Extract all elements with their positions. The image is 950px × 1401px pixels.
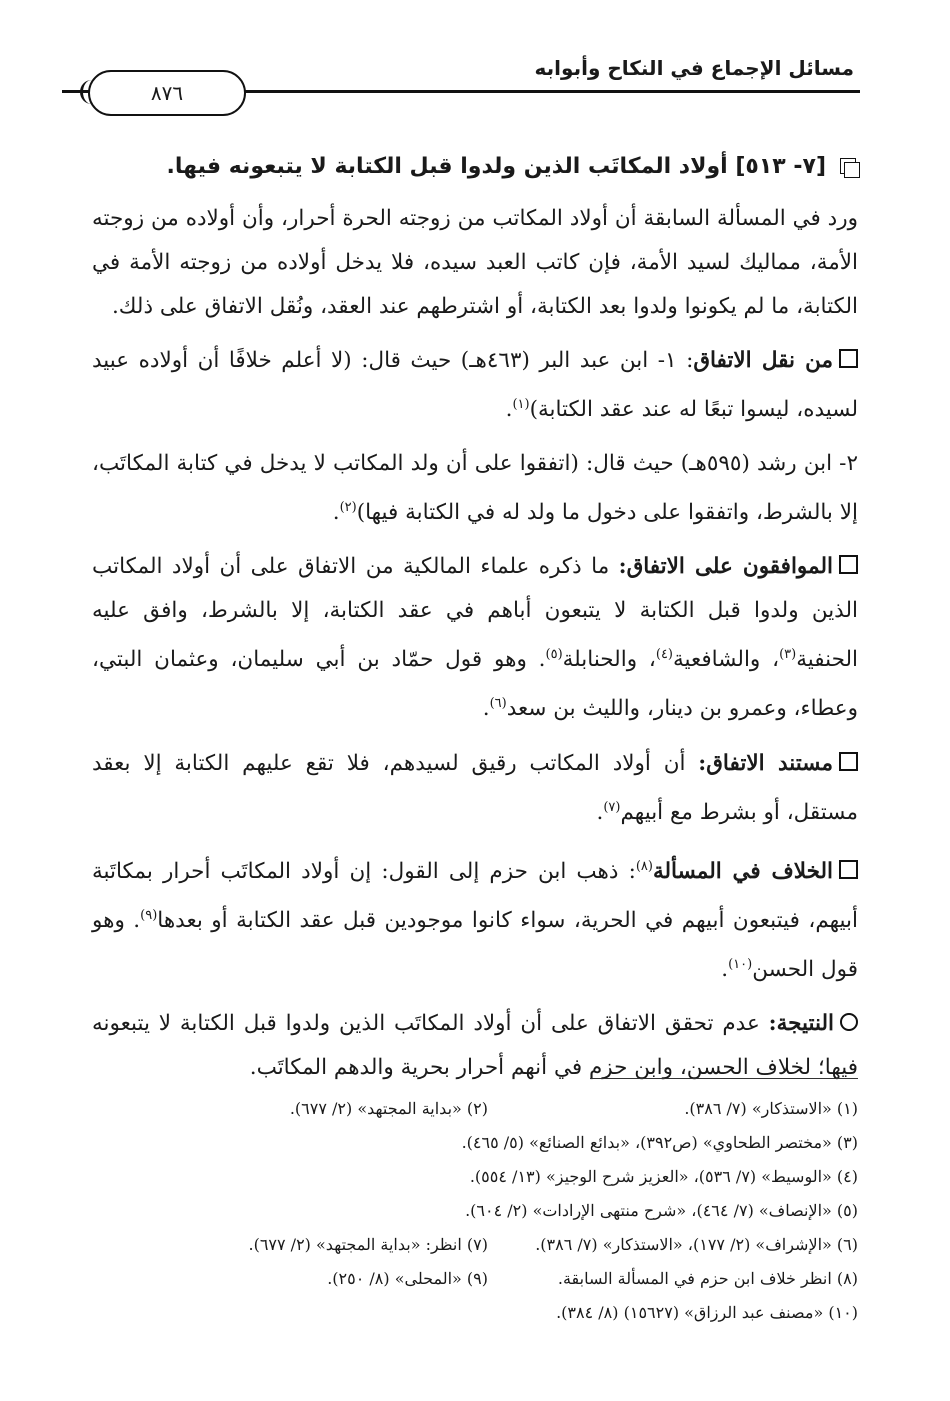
footnote-ref[interactable]: (٩) — [140, 907, 158, 923]
nateeja-label: النتيجة: — [768, 1011, 834, 1037]
nateeja-text: عدم تحقق الاتفاق على أن أولاد المكاتَب الذين ولدوا قبل الكتابة لا يتبعونه فيها؛ لخلاف الحسن، وابن حزم في أنهم أحرار بحرية والدهم المكاتَب. — [92, 1011, 858, 1081]
footnote-ref[interactable]: (٥) — [545, 647, 563, 663]
intro-paragraph: ورد في المسألة السابقة أن أولاد المكاتب من زوجته الحرة أحرار، وأن أولاده من زوجته الأمة، مماليك لسيد الأمة، فإن كاتب العبد سيده، فلا يدخل أولاده من زوجته الأمة في الكتابة، ما لم يكونوا ولدوا بعد الكتابة، أو اشترطهم عند العقد، ونُقل الاتفاق على ذلك. — [92, 206, 858, 319]
footnote-2: (٢) «بداية المجتهد» (٢/ ٦٧٧). — [289, 1099, 488, 1118]
square-bullet-icon — [839, 860, 858, 879]
muwafiqun-text-d: . وهو قول حمّاد بن أبي سليمان، وعثمان البتي، وعطاء، وعمرو بن دينار، والليث بن سعد — [92, 647, 858, 722]
naql-text-2: ٢- ابن رشد (٥٩٥هـ) حيث قال: (اتفقوا على أن ولد المكاتب لا يدخل في كتابة المكاتَب، إلا بالشرط، واتفقوا على دخول ما ولد له في الكتابة فيها) — [92, 451, 858, 526]
naql-text-1: : ١- ابن عبد البر (٤٦٣هـ) حيث قال: (لا أعلم خلافًا أن أولاده عبيد لسيده، ليسوا تبعًا له عند عقد الكتابة) — [92, 348, 858, 423]
muwafiqun-label: الموافقون على الاتفاق: — [618, 554, 833, 580]
footnote-8: (٨) انظر خلاف ابن حزم في المسألة السابقة. — [557, 1269, 858, 1288]
khilaf-paragraph: الخلاف في المسألة$^{(٨)}$: ذهب ابن حزم إلى القول: إن أولاد المكاتَب أحرار بمكاتَبة أبيهم، فيتبعون أبيهم في الحرية، سواء كانوا موجودين قبل عقد الكتابة أو بعدها$^{(٩)}$. وهو قول الحسن$^{(١٠)}$. — [92, 858, 858, 983]
square-bullet-icon — [839, 555, 858, 574]
footnote-rule — [590, 1078, 858, 1079]
main-text — [92, 145, 858, 1100]
naql-paragraph-1: من نقل الاتفاق: ١- ابن عبد البر (٤٦٣هـ) حيث قال: (لا أعلم خلافًا أن أولاده عبيد لسيده، ليسوا تبعًا له عند عقد الكتابة)$^{(١)}$. — [92, 348, 858, 423]
footnote-10: (١٠) «مصنف عبد الرزاق» (١٥٦٢٧) (٨/ ٣٨٤). — [556, 1303, 858, 1322]
footnote-row — [92, 1160, 858, 1194]
square-bullet-icon — [839, 752, 858, 771]
footnote-5: (٥) «الإنصاف» (٧/ ٤٦٤)، «شرح منتهى الإرادات» (٢/ ٦٠٤). — [465, 1201, 858, 1220]
page-number: ٨٧٦ — [88, 70, 246, 116]
footnote-ref[interactable]: (٧) — [603, 799, 621, 815]
footnote-row — [92, 1126, 858, 1160]
square-bullet-icon — [839, 349, 858, 368]
footnote-4: (٤) «الوسيط» (٧/ ٥٣٦)، «العزيز شرح الوجيز» (١٣/ ٥٥٤). — [469, 1167, 858, 1186]
footnote-row — [92, 1194, 858, 1228]
muwafiqun-text-c: ، والحنابلة — [562, 647, 656, 673]
circle-bullet-icon — [840, 1013, 858, 1031]
khilaf-label: الخلاف في المسألة — [652, 858, 833, 884]
muwafiqun-text-b: ، والشافعية — [673, 647, 780, 673]
footnote-ref[interactable]: (٤) — [655, 647, 673, 663]
mustanad-text: أن أولاد المكاتب رقيق لسيدهم، فلا تقع عليهم الكتابة إلا بعقد مستقل، أو بشرط مع أبيهم — [92, 750, 858, 825]
footnote-1: (١) «الاستذكار» (٧/ ٣٨٦). — [684, 1099, 858, 1118]
footnote-7: (٧) انظر: «بداية المجتهد» (٢/ ٦٧٧). — [248, 1235, 488, 1254]
footnote-ref[interactable]: (١٠) — [728, 957, 753, 973]
footnote-row — [92, 1262, 858, 1296]
muwafiqun-text-a: ما ذكره علماء المالكية من الاتفاق على أن أولاد المكاتب الذين ولدوا قبل الكتابة لا يتبعون أباهم في عقد الكتابة، إلا بالشرط، وافق عليه الحنفية — [92, 554, 858, 673]
footnote-3: (٣) «مختصر الطحاوي» (ص٣٩٢)، «بدائع الصنائع» (٥/ ٤٦٥). — [461, 1133, 858, 1152]
mustanad-paragraph: مستند الاتفاق: أن أولاد المكاتب رقيق لسيدهم، فلا تقع عليهم الكتابة إلا بعقد مستقل، أو بشرط مع أبيهم$^{(٧)}$. — [92, 750, 858, 825]
footnote-ref[interactable]: (٨) — [635, 858, 653, 874]
footnotes — [92, 1092, 858, 1330]
muwafiqun-paragraph: الموافقون على الاتفاق: ما ذكره علماء المالكية من الاتفاق على أن أولاد المكاتب الذين ولدوا قبل الكتابة لا يتبعون أباهم في عقد الكتابة، إلا بالشرط، وافق عليه الحنفية$^{(٣)}$، والشافعية$^{(٤)}$، والحنابلة$^{(٥)}$. وهو قول حمّاد بن أبي سليمان، وعثمان البتي، وعطاء، وعمرو بن دينار، والليث بن سعد$^{(٦)}$. — [92, 554, 858, 722]
footnote-ref[interactable]: (٦) — [489, 696, 507, 712]
section-title-text: [٧- ٥١٣] أولاد المكاتَب الذين ولدوا قبل الكتابة لا يتبعونه فيها. — [166, 154, 826, 179]
khilaf-text-a: : ذهب ابن حزم إلى القول: إن أولاد المكاتَب أحرار بمكاتَبة أبيهم، فيتبعون أبيهم في الحرية، سواء كانوا موجودين قبل عقد الكتابة أو بعدها — [92, 858, 858, 934]
footnote-ref[interactable]: (١) — [512, 397, 530, 412]
mustanad-label: مستند الاتفاق: — [698, 750, 833, 776]
section-title — [92, 145, 858, 189]
running-title: مسائل الإجماع في النكاح وأبوابه — [534, 56, 854, 80]
footnote-row — [92, 1228, 858, 1262]
naql-label: من نقل الاتفاق — [693, 348, 834, 373]
naql-paragraph-2: ٢- ابن رشد (٥٩٥هـ) حيث قال: (اتفقوا على أن ولد المكاتب لا يدخل في كتابة المكاتَب، إلا بالشرط، واتفقوا على دخول ما ولد له في الكتابة فيها)$^{(٢)}$. — [92, 451, 858, 526]
footnote-ref[interactable]: (٢) — [339, 500, 357, 516]
khilaf-text-b: . وهو قول الحسن — [92, 908, 858, 983]
footnote-6: (٦) «الإشراف» (٢/ ١٧٧)، «الاستذكار» (٧/ ٣٨٦). — [535, 1235, 858, 1254]
footnote-ref[interactable]: (٣) — [779, 647, 797, 663]
footnote-row — [92, 1296, 858, 1330]
footnote-9: (٩) «المحلى» (٨/ ٢٥٠). — [327, 1269, 488, 1288]
footnote-row — [92, 1092, 858, 1126]
document-stack-icon — [840, 158, 858, 176]
